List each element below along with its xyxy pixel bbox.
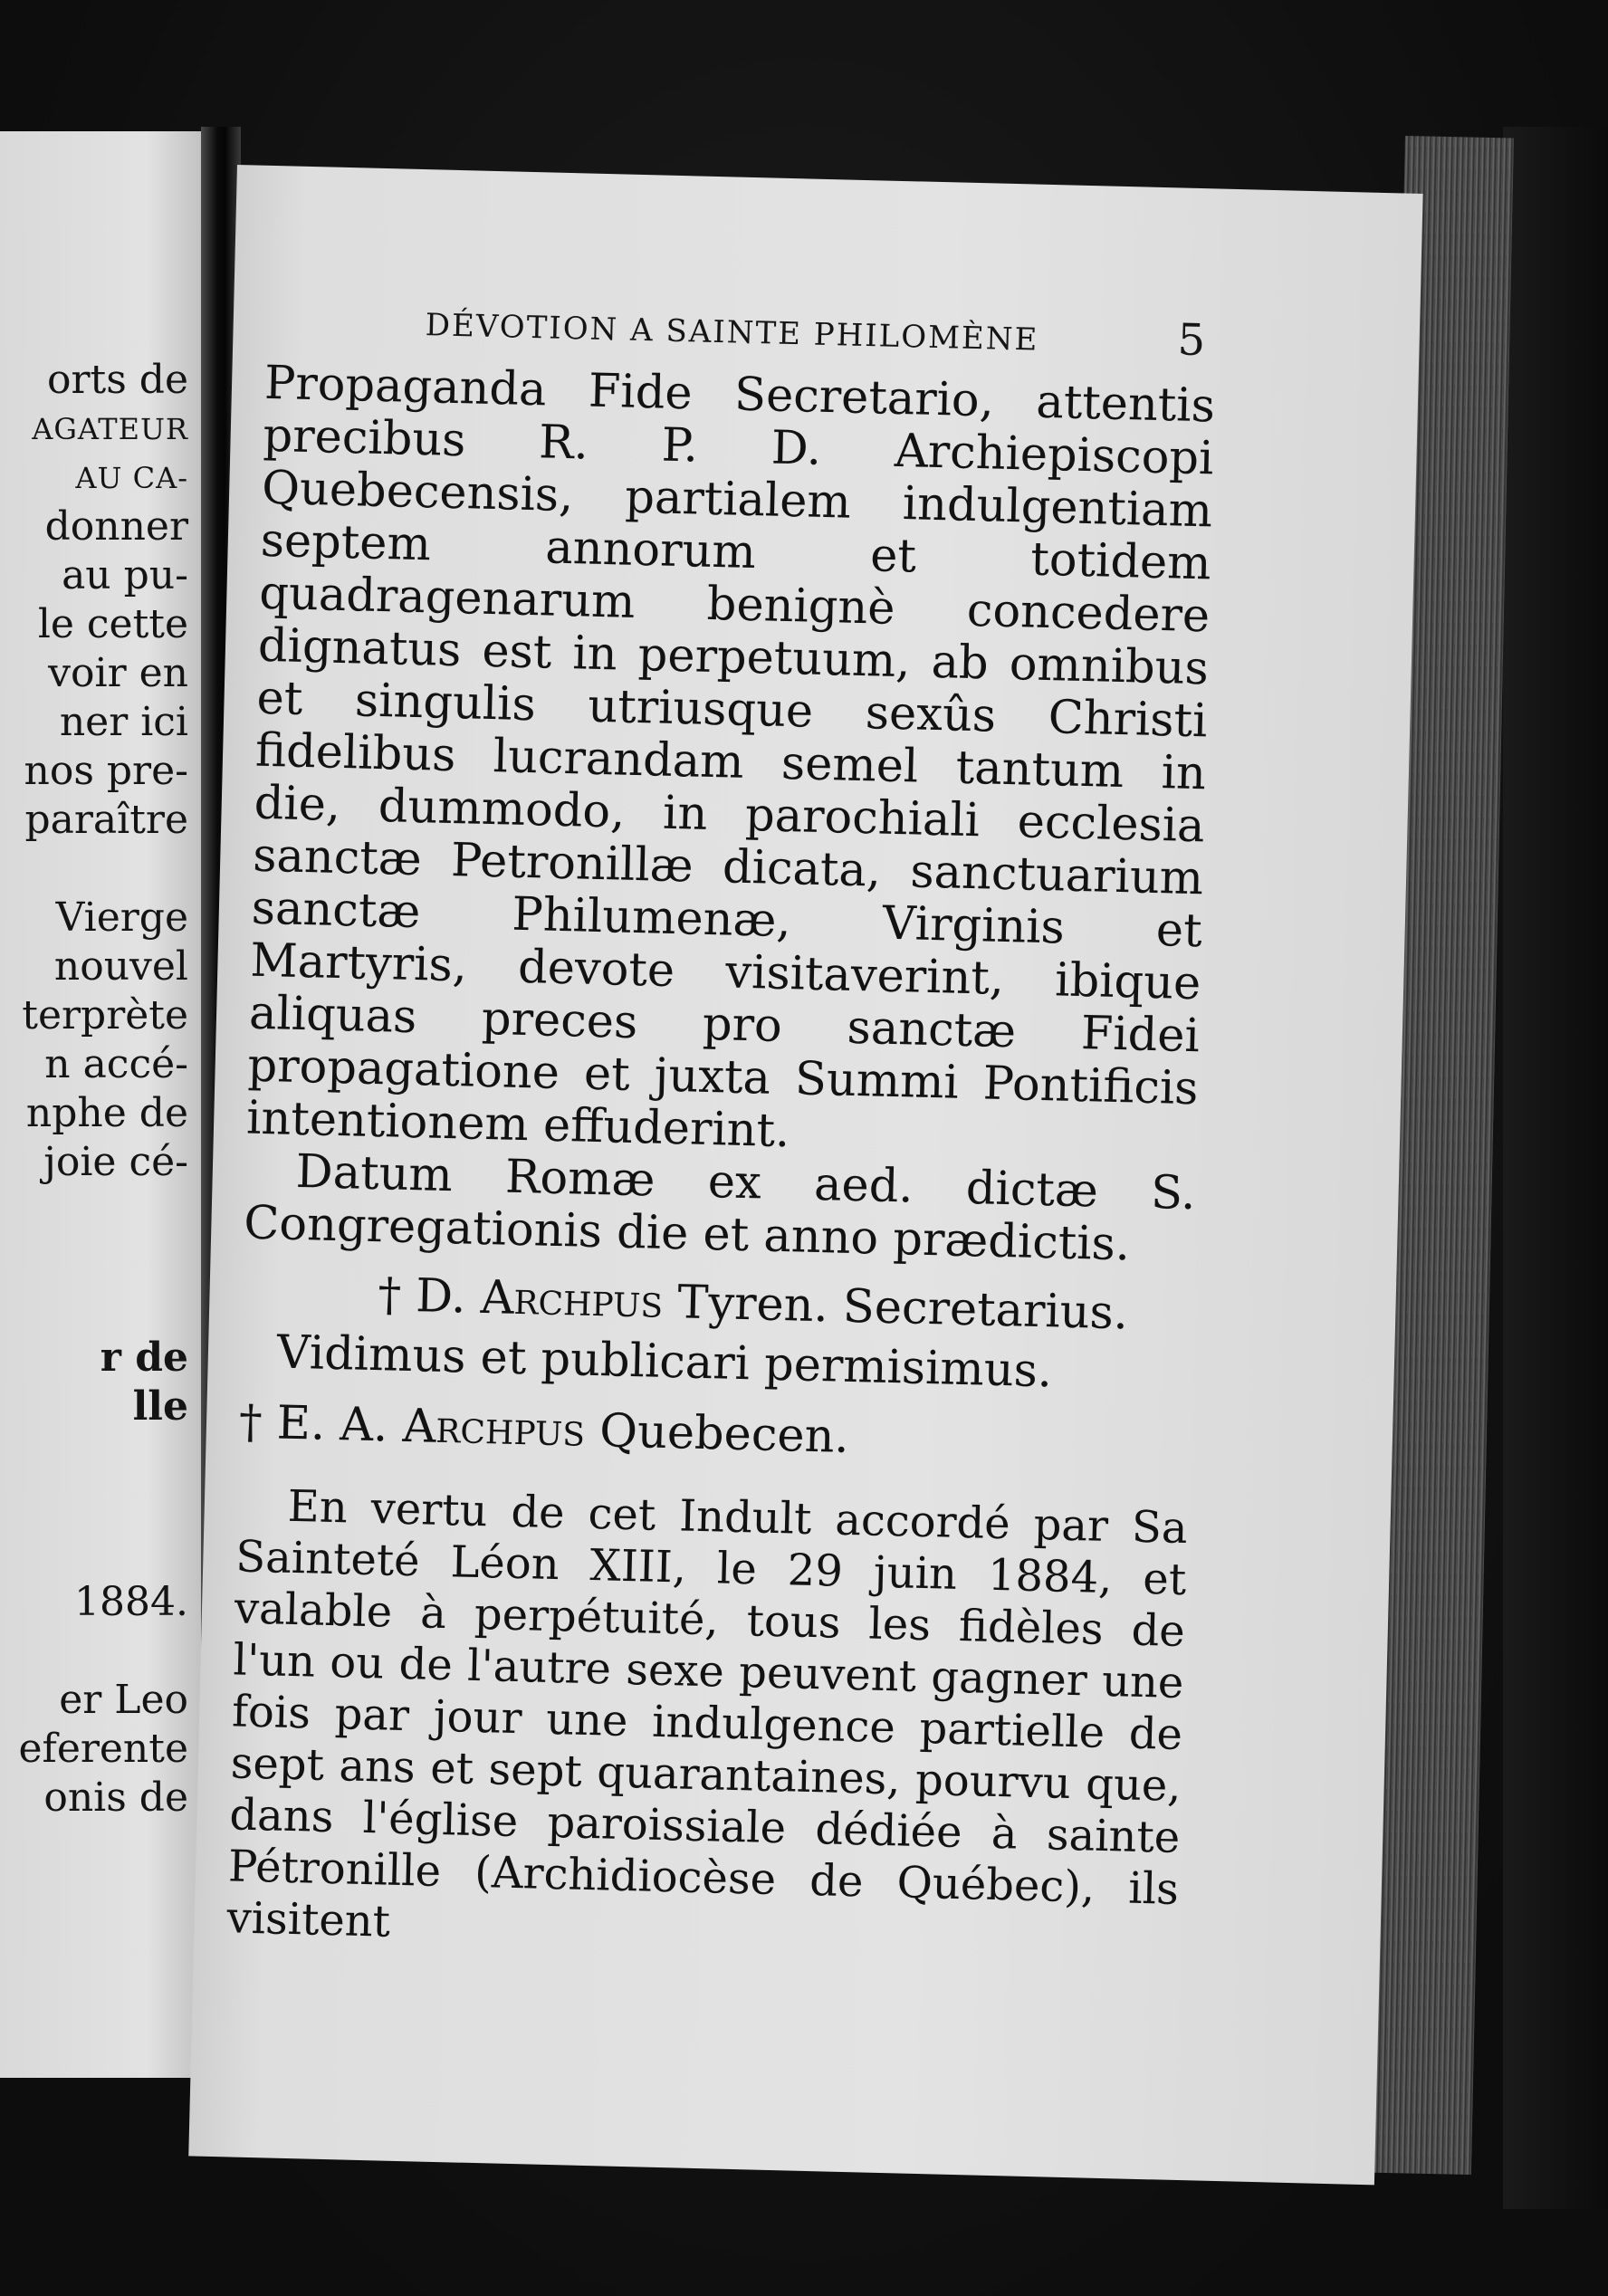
current-page	[188, 165, 1422, 2185]
left-line: voir en	[48, 650, 188, 696]
previous-page	[0, 131, 210, 2078]
left-line: eferente	[18, 1726, 188, 1772]
left-line: ner ici	[59, 699, 188, 745]
page-edge-shadow	[1503, 127, 1608, 2209]
left-line: nos pre-	[24, 748, 188, 794]
page-body	[226, 358, 1216, 1967]
left-line: orts de	[47, 357, 188, 403]
signature-suffix: Tyren. Secretarius.	[676, 1276, 1129, 1341]
datum-paragraph: Datum Romæ ex aed. dictæ S. Congregationis die et anno prædictis.	[243, 1144, 1197, 1272]
signature-suffix: Quebecen.	[598, 1404, 850, 1464]
left-line	[0, 1187, 188, 1236]
left-line	[0, 1236, 188, 1285]
left-line	[0, 1529, 188, 1578]
left-line: onis de	[43, 1775, 188, 1821]
left-line: joie cé-	[43, 1139, 188, 1185]
left-line: AU CA-	[75, 461, 188, 495]
left-line: Vierge	[55, 894, 188, 941]
left-line	[0, 1431, 188, 1480]
running-head: DÉVOTION A SAINTE PHILOMÈNE	[425, 307, 1039, 359]
signature-prefix: † E. A.	[238, 1395, 389, 1453]
left-line: le cette	[37, 601, 188, 647]
left-line: terprète	[22, 992, 188, 1038]
approval-line: Vidimus et publicari permisimus.	[276, 1325, 1053, 1399]
left-line: au pu-	[62, 552, 188, 598]
signature-name: Archpus	[480, 1270, 664, 1329]
latin-paragraph: Propaganda Fide Secretario, attentis precibus R. P. D. Archiepiscopi Quebecensis, partialem indulgentiam septem annorum et totidem quadragenarum benignè concedere dignatus est in perpetuum, ab omnibus et singulis utriusque sexûs Christi fidelibus lucrandam semel tantum in die, dummodo, in parochiali ecclesia sanctæ Petronillæ dicata, sanctuarium sanctæ Philumenæ, Virginis et Martyris, devote visitaverint, ibique aliquas preces pro sanctæ Fidei propagatione et juxta Summi Pontificis intentionem effuderint.	[245, 356, 1216, 1159]
left-line	[0, 845, 188, 894]
left-line	[0, 1627, 188, 1676]
left-line	[0, 1480, 188, 1529]
left-line: 1884.	[74, 1579, 188, 1625]
signature-prefix: † D.	[377, 1268, 467, 1325]
left-line: n accé-	[44, 1041, 188, 1087]
signature-name: Archpus	[401, 1399, 586, 1458]
page-number: 5	[1176, 314, 1206, 367]
left-line	[0, 1285, 188, 1334]
left-line: paraître	[24, 797, 188, 843]
previous-page-text	[0, 356, 188, 1822]
left-line: er Leo	[59, 1677, 188, 1723]
left-line: nphe de	[25, 1090, 188, 1136]
left-line: donner	[44, 503, 188, 550]
left-line: r de	[100, 1335, 188, 1381]
left-line: AGATEUR	[32, 412, 188, 446]
left-line: lle	[132, 1383, 188, 1430]
french-paragraph: En vertu de cet Indult accordé par Sa Sainteté Léon XIII, le 29 juin 1884, et valable à perpétuité, tous les fidèles de l'un ou de l'autre sexe peuvent gagner une fois par jour une indulgence partielle de sept ans et sept quarantaines, pourvu que, dans l'église paroissiale dédiée à sainte Pétronille (Archidiocèse de Québec), ils visitent	[226, 1480, 1189, 1947]
left-line: nouvel	[53, 943, 188, 990]
archbishop-signature	[238, 1396, 1190, 1472]
